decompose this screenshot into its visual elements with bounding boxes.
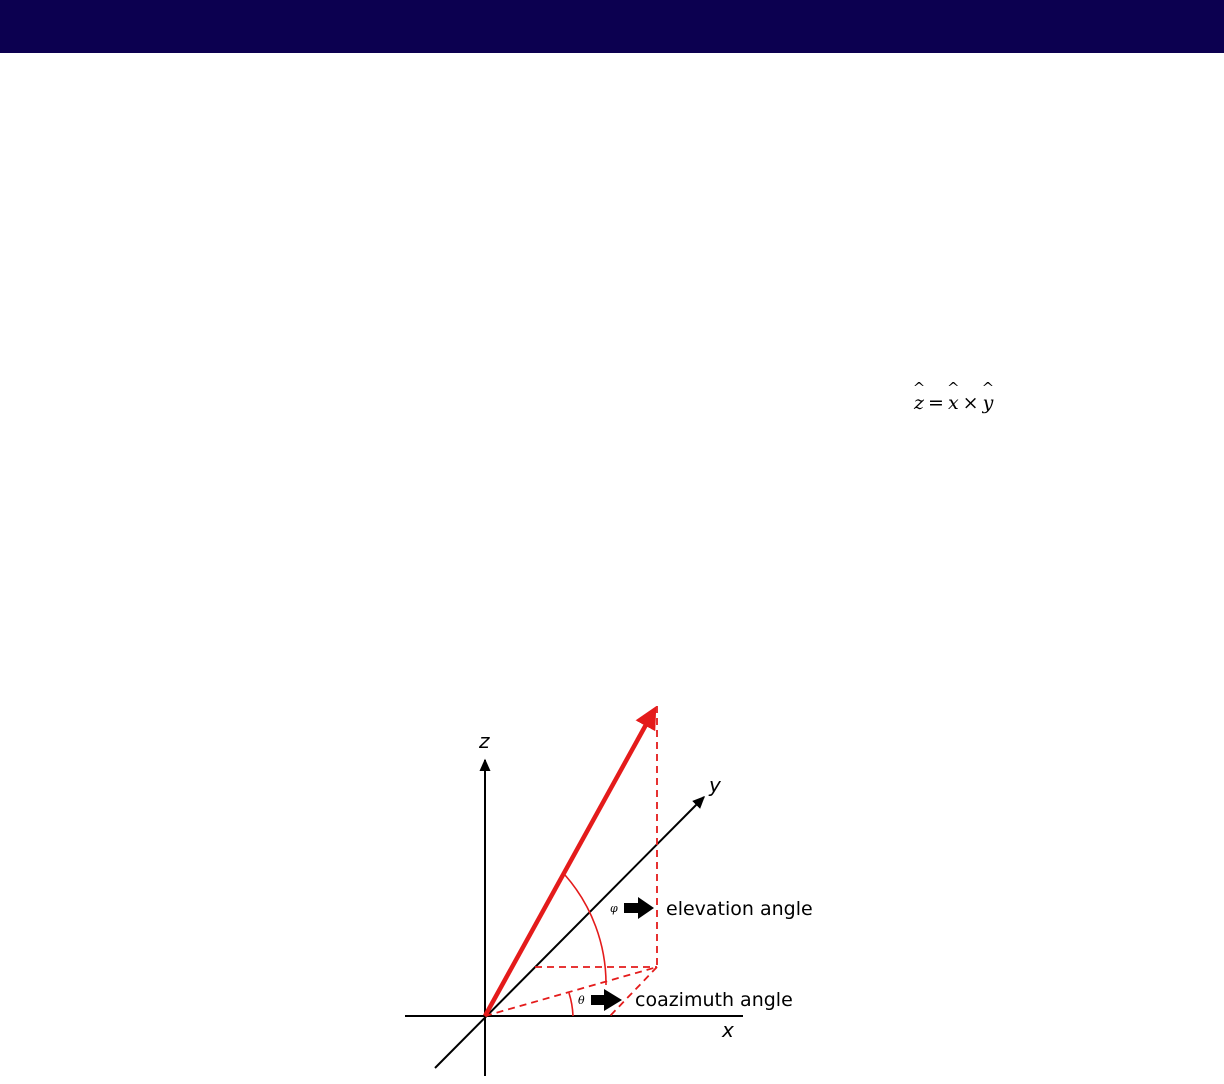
theta-symbol: θ <box>578 994 585 1007</box>
coazimuth-angle-label: coazimuth angle <box>635 989 793 1011</box>
elevation-angle-label: elevation angle <box>666 898 813 920</box>
x-axis-label: x <box>722 1018 734 1042</box>
y-axis-label: y <box>709 773 721 797</box>
z-symbol: z <box>914 392 925 414</box>
y-axis <box>435 797 704 1068</box>
position-vector <box>485 712 653 1016</box>
y-symbol: y <box>982 392 994 414</box>
z-axis-label: z <box>479 729 490 753</box>
times-sign: × <box>962 392 979 414</box>
right-arrow-icon <box>624 897 654 919</box>
hat-mark: ^ <box>981 379 995 397</box>
hat-mark: ^ <box>947 379 960 397</box>
phi-symbol: φ <box>610 902 618 915</box>
hat-mark: ^ <box>912 379 926 397</box>
x-symbol: x <box>947 392 959 414</box>
right-arrow-icon <box>591 989 622 1011</box>
coazimuth-arc <box>569 993 573 1016</box>
equals-sign: = <box>928 392 944 414</box>
